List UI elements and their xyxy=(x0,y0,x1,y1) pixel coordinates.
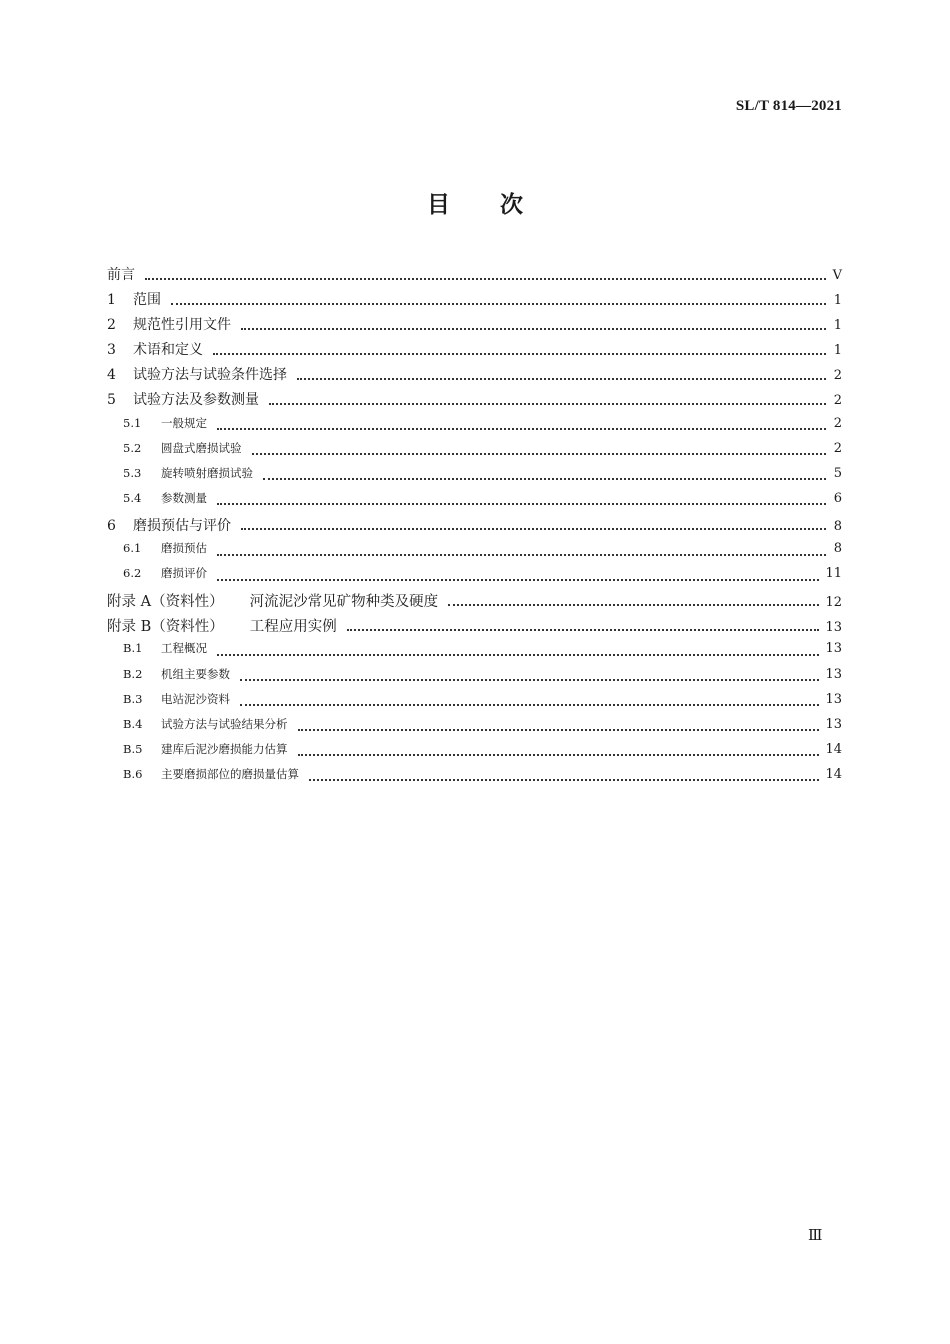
dot-leader xyxy=(252,453,827,455)
dot-leader xyxy=(241,328,826,330)
toc-entry-label: 磨损评价 xyxy=(161,566,207,581)
toc-entry[interactable] xyxy=(107,515,842,540)
dot-leader xyxy=(217,654,819,656)
toc-entry-page: 13 xyxy=(825,666,842,682)
toc-entry[interactable] xyxy=(107,289,842,314)
toc-entry-label: 一般规定 xyxy=(161,415,207,430)
toc-entry-label: 建库后泥沙磨损能力估算 xyxy=(161,741,288,756)
toc-entry-label: 试验方法与试验结果分析 xyxy=(161,716,288,731)
dot-leader xyxy=(213,353,826,355)
toc-entry-number: 5.3 xyxy=(123,465,142,480)
toc-entry-page: 8 xyxy=(833,541,842,557)
toc-entry[interactable] xyxy=(107,264,842,289)
dot-leader xyxy=(240,679,819,681)
dot-leader xyxy=(263,478,826,480)
toc-entry[interactable] xyxy=(107,666,842,691)
toc-entry-page: 14 xyxy=(825,766,842,782)
dot-leader xyxy=(448,604,819,606)
toc-entry[interactable] xyxy=(107,716,842,741)
toc-entry-label: 参数测量 xyxy=(161,490,207,505)
appendix-title: 工程应用实例 xyxy=(249,619,337,636)
toc-entry[interactable] xyxy=(107,364,842,389)
toc-entry-page: 1 xyxy=(833,343,842,359)
toc-entry-number: 6 xyxy=(107,517,116,534)
toc-entry-number: 5 xyxy=(107,392,116,409)
toc-entry-page: 5 xyxy=(833,465,842,481)
toc-entry-number: B.6 xyxy=(123,766,143,781)
toc-entry-label: 主要磨损部位的磨损量估算 xyxy=(161,766,299,781)
dot-leader xyxy=(217,428,826,430)
toc-entry-number: 5.1 xyxy=(123,415,142,430)
toc-entry-page: 8 xyxy=(833,518,842,534)
toc-entry-number: 5.4 xyxy=(123,490,142,505)
toc-entry-label: 工程概况 xyxy=(161,641,207,656)
dot-leader xyxy=(309,779,819,781)
toc-entry-label: 圆盘式磨损试验 xyxy=(161,440,242,455)
toc-entry-number: 6.1 xyxy=(123,541,142,556)
toc-entry-page: 6 xyxy=(833,490,842,506)
dot-leader xyxy=(298,754,820,756)
toc-entry-label: 磨损预估 xyxy=(161,541,207,556)
dot-leader xyxy=(298,729,820,731)
toc-entry-label xyxy=(107,615,337,636)
toc-entry[interactable] xyxy=(107,615,842,640)
toc-entry-label: 范围 xyxy=(133,292,161,309)
dot-leader xyxy=(347,629,820,631)
toc-entry[interactable] xyxy=(107,766,842,791)
toc-entry-page: 2 xyxy=(833,440,842,456)
page-title xyxy=(0,186,950,219)
toc-entry[interactable] xyxy=(107,540,842,565)
toc-entry-label: 磨损预估与评价 xyxy=(133,517,231,534)
toc-entry-page: 12 xyxy=(825,595,842,611)
table-of-contents xyxy=(107,264,842,791)
toc-entry-number: B.1 xyxy=(123,641,143,656)
appendix-prefix: 附录 A（资料性） xyxy=(107,594,224,611)
dot-leader xyxy=(269,403,826,405)
toc-entry-label: 规范性引用文件 xyxy=(133,317,231,334)
toc-entry-number: B.2 xyxy=(123,666,143,681)
toc-entry-page: 13 xyxy=(825,716,842,732)
toc-entry-number: B.4 xyxy=(123,716,143,731)
dot-leader xyxy=(297,378,826,380)
toc-entry-page: 2 xyxy=(833,415,842,431)
dot-leader xyxy=(171,303,826,305)
toc-entry-label xyxy=(107,590,438,611)
toc-entry-label: 术语和定义 xyxy=(133,342,203,359)
toc-entry-page: 2 xyxy=(833,393,842,409)
toc-entry-page: Ⅴ xyxy=(832,268,842,283)
toc-entry-number: 5.2 xyxy=(123,440,142,455)
toc-entry[interactable] xyxy=(107,440,842,465)
toc-entry-label: 旋转喷射磨损试验 xyxy=(161,465,253,480)
toc-entry[interactable] xyxy=(107,741,842,766)
toc-entry-page: 11 xyxy=(825,566,842,582)
dot-leader xyxy=(145,278,826,280)
toc-entry-number: 4 xyxy=(107,367,116,384)
dot-leader xyxy=(217,503,826,505)
toc-entry-label: 试验方法与试验条件选择 xyxy=(133,367,287,384)
toc-entry-page: 1 xyxy=(833,318,842,334)
toc-entry-page: 2 xyxy=(833,368,842,384)
dot-leader xyxy=(217,554,826,556)
appendix-prefix: 附录 B（资料性） xyxy=(107,619,224,636)
toc-entry[interactable] xyxy=(107,465,842,490)
toc-entry-number: 3 xyxy=(107,342,116,359)
toc-entry-number: B.5 xyxy=(123,741,143,756)
toc-entry[interactable] xyxy=(107,590,842,615)
toc-entry-label: 电站泥沙资料 xyxy=(161,691,230,706)
toc-entry-number: 6.2 xyxy=(123,566,142,581)
toc-entry-number: 2 xyxy=(107,317,116,334)
toc-entry-label: 机组主要参数 xyxy=(161,666,230,681)
toc-entry-label: 试验方法及参数测量 xyxy=(133,392,259,409)
toc-entry-page: 13 xyxy=(825,620,842,636)
title-char-2: 次 xyxy=(500,192,523,218)
dot-leader xyxy=(240,704,819,706)
toc-entry[interactable] xyxy=(107,314,842,339)
toc-entry-page: 13 xyxy=(825,691,842,707)
toc-entry-number: B.3 xyxy=(123,691,143,706)
dot-leader xyxy=(217,579,819,581)
document-code: SL/T 814—2021 xyxy=(735,98,842,114)
toc-entry-page: 1 xyxy=(833,293,842,309)
toc-entry[interactable] xyxy=(107,565,842,590)
toc-entry-label: 前言 xyxy=(107,267,135,283)
toc-entry[interactable] xyxy=(107,389,842,414)
toc-entry[interactable] xyxy=(107,640,842,665)
toc-entry[interactable] xyxy=(107,339,842,364)
appendix-title: 河流泥沙常见矿物种类及硬度 xyxy=(249,594,439,611)
page-number: Ⅲ xyxy=(808,1226,823,1244)
toc-entry[interactable] xyxy=(107,415,842,440)
toc-entry[interactable] xyxy=(107,691,842,716)
toc-entry-page: 14 xyxy=(825,741,842,757)
toc-entry-page: 13 xyxy=(825,641,842,657)
toc-entry[interactable] xyxy=(107,490,842,515)
title-char-1: 目 xyxy=(427,192,450,218)
dot-leader xyxy=(241,528,826,530)
toc-entry-number: 1 xyxy=(107,292,116,309)
